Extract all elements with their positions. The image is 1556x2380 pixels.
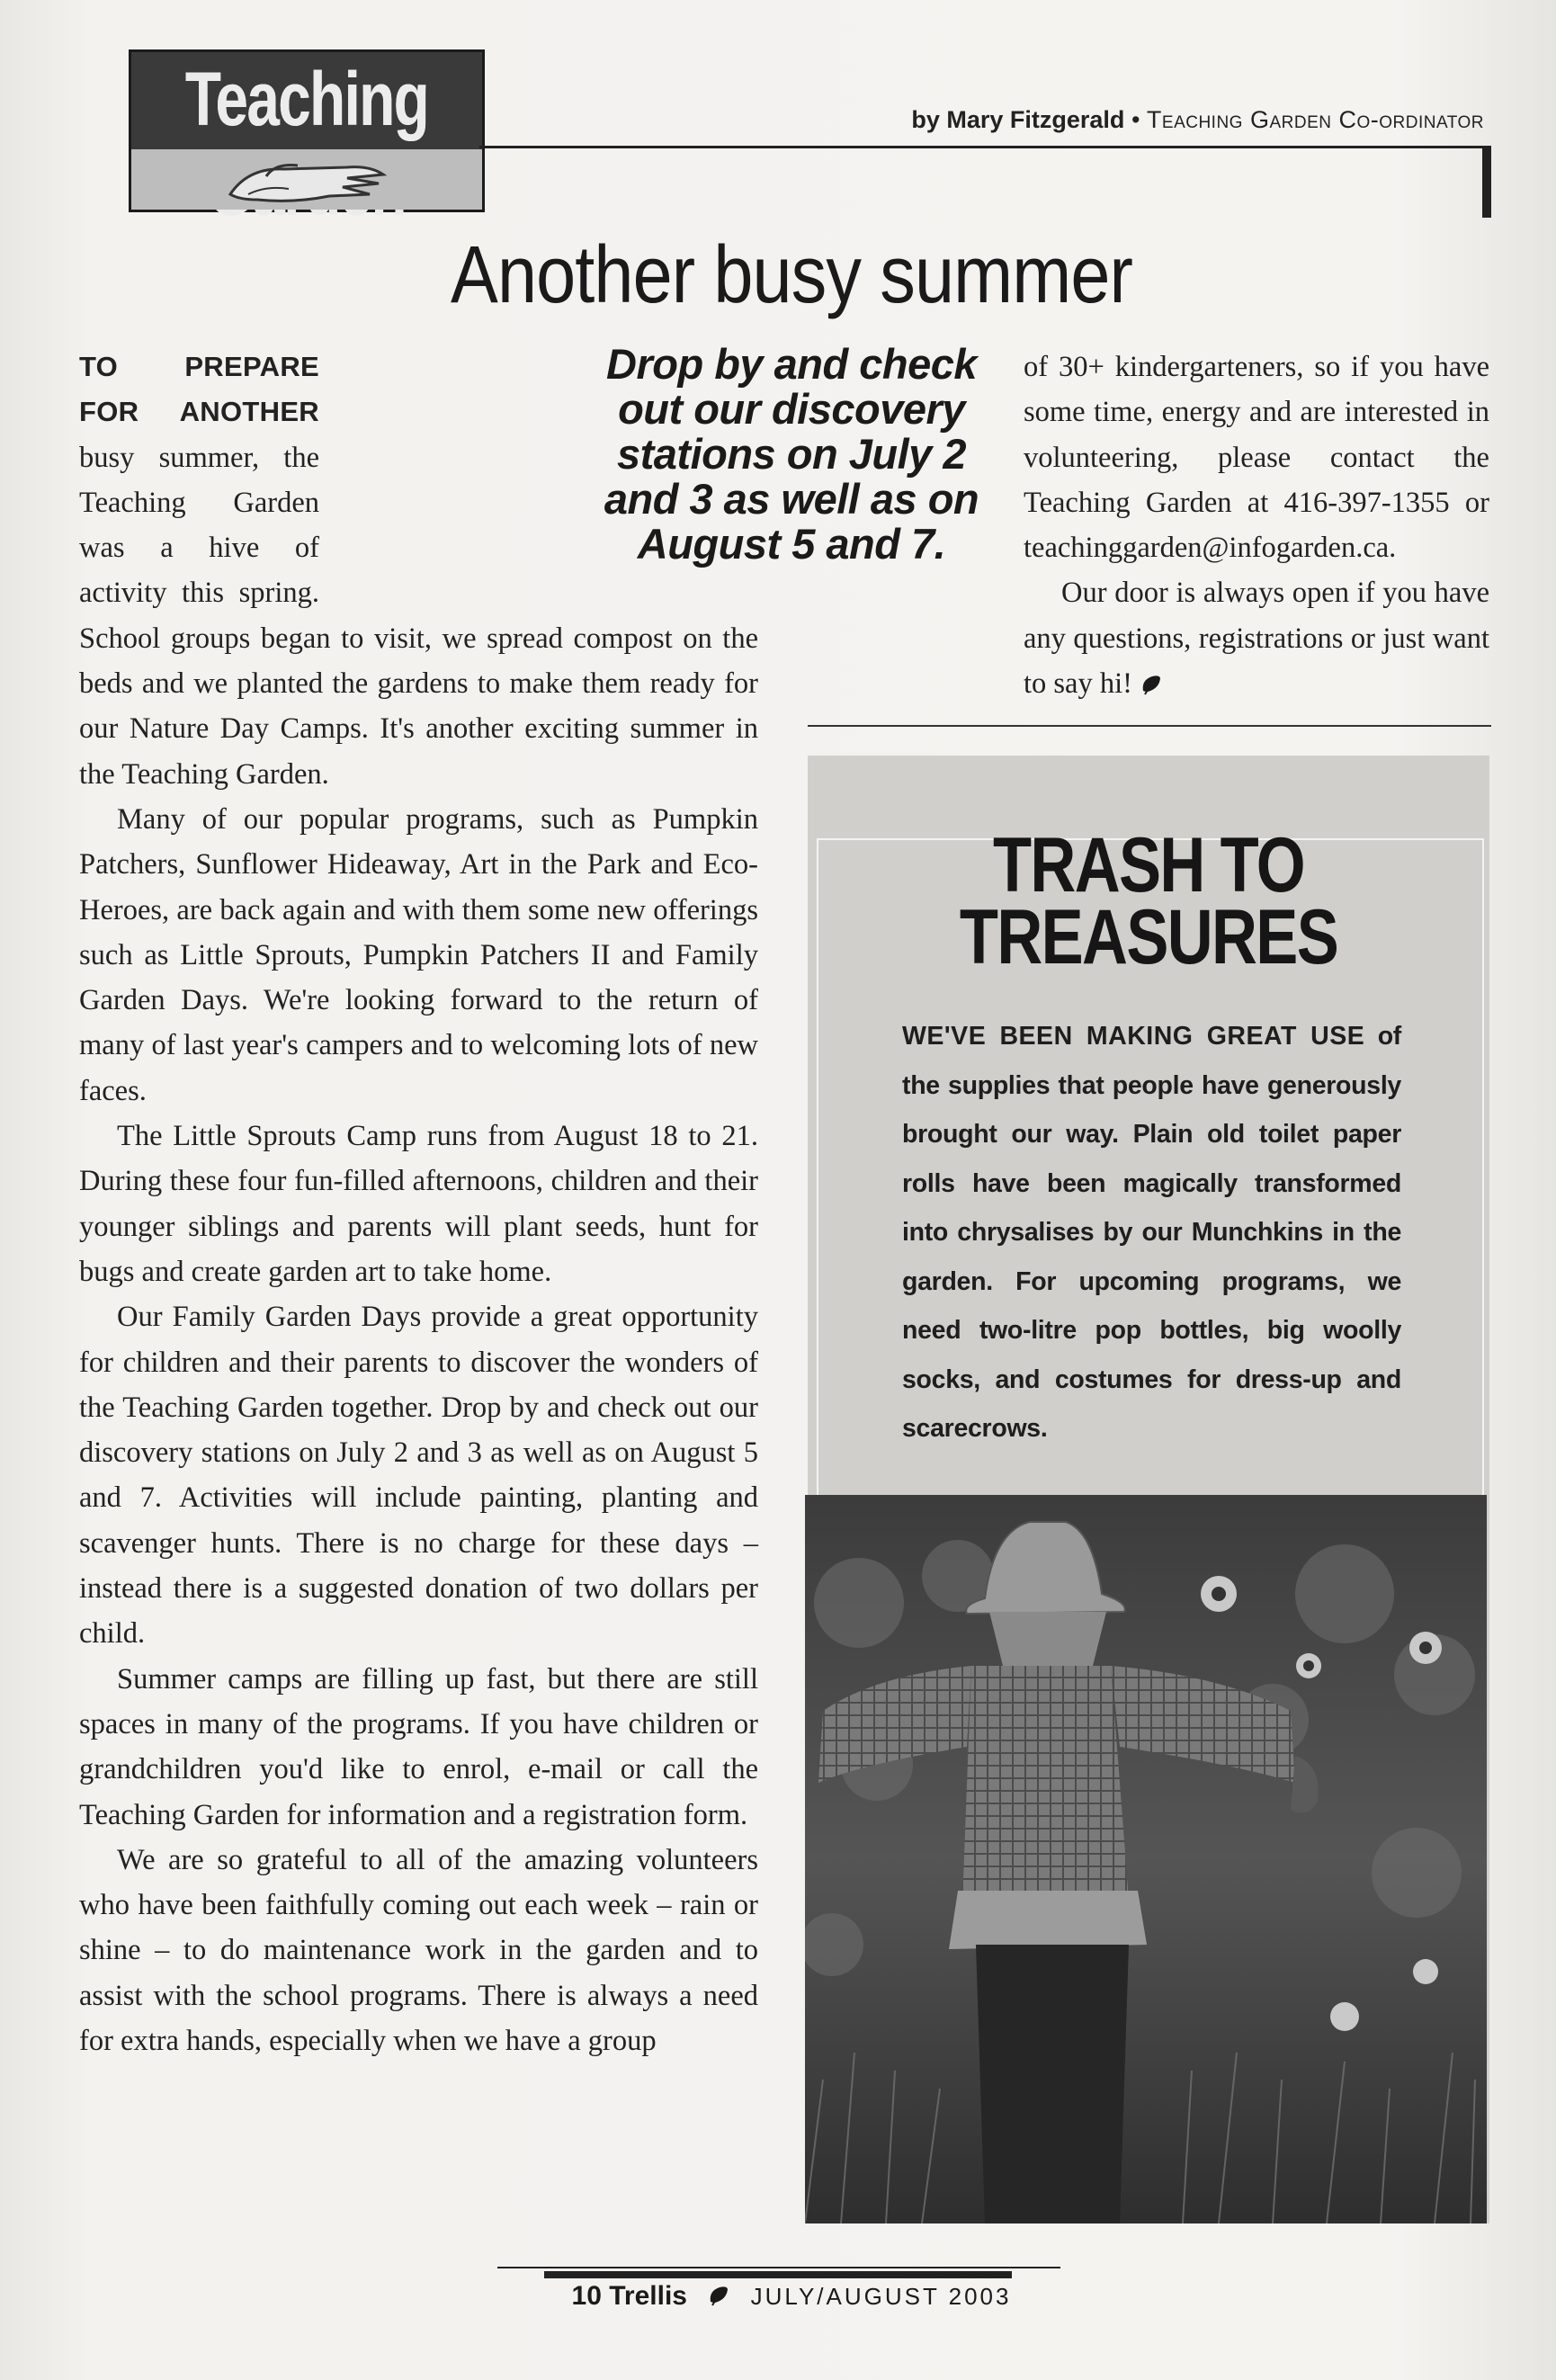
footer-rule [497, 2267, 1060, 2268]
paragraph-5: Summer camps are filling up fast, but there are still spaces in many of the programs. If you have children or grandchildren you'd like to enrol, e-mail or call the Teaching Garden for information and a registration form. [79, 1662, 758, 1831]
footer [540, 2281, 1043, 2312]
byline-role: Teaching Garden Co-ordinator [1146, 106, 1484, 133]
paragraph-2: Many of our popular programs, such as Pumpkin Patchers, Sunflower Hideaway, Art in the Park and Eco-Heroes, are back again and with them some new offerings such as Little Sprouts, Pumpkin Patchers II and Family Garden Days. We're looking forward to the return of many of last year's campers and to welcoming lots of new faces. [79, 802, 758, 1107]
right-paragraph-2 [1024, 570, 1489, 706]
sidebar-body: of the supplies that people have generously brought our way. Plain old toilet paper rolls have been magically transformed into chrysalises by our Munchkins in the garden. For upcoming programs, we need two-litre pop bottles, big woolly socks, and costumes for dress-up and scarecrows. [902, 1022, 1401, 1443]
byline-bullet: • [1131, 106, 1147, 133]
magazine-name: Trellis [609, 2281, 687, 2311]
right-paragraph-2-text: Our door is always open if you have any questions, registrations or just want to say hi! [1024, 577, 1489, 701]
sidebar-text [902, 1012, 1401, 1454]
sidebar-title-line-2: TREASURES [959, 894, 1338, 980]
left-column [79, 344, 758, 2063]
paragraph-1-text: busy summer, the Teaching Garden was a hive of activity this spring. School groups began to visit, we spread compost on the beds and we planted the gardens to make them ready for our Nature Day Camps. It's another exciting summer in the Teaching Garden. [79, 441, 758, 791]
paragraph-6: We are so grateful to all of the amazing volunteers who have been faithfully coming out each week – rain or shine – to do maintenance work in the garden and to assist with the school programs. There is always a need for extra hands, especially when we have a group [79, 1843, 758, 2057]
paragraph-4: Our Family Garden Days provide a great opportunity for children and their parents to discover the wonders of the Teaching Garden together. Drop by and check out our discovery stations on July 2 and 3 as well as on August 5 and 7. Activities will include painting, planting and scavenger hunts. There is no charge for these days – instead there is a suggested donation of two dollars per child. [79, 1301, 758, 1651]
sidebar-lead: WE'VE BEEN MAKING GREAT USE [902, 1022, 1365, 1051]
glove-icon [212, 149, 401, 210]
scarecrow-photo [805, 1495, 1487, 2223]
header-vertical-rule [1482, 146, 1491, 218]
column-rule [808, 725, 1491, 727]
sidebar-title-line-1: TRASH TO [992, 822, 1305, 908]
section-logo-text: Teaching [184, 57, 429, 141]
footer-rule-bold [544, 2271, 1012, 2278]
byline-author: by Mary Fitzgerald [911, 106, 1125, 133]
leaf-icon [1140, 673, 1163, 696]
issue-date: JULY/AUGUST 2003 [750, 2283, 1012, 2310]
header-rule [479, 146, 1491, 148]
article-title: Another busy summer [450, 230, 1132, 320]
pull-quote-space [335, 344, 758, 614]
paragraph-3: The Little Sprouts Camp runs from August 18 to 21. During these four fun-filled afternoons, children and their younger siblings and parents will plant seeds, hunt for bugs and create garden art to take home. [79, 1120, 758, 1288]
leaf-icon [707, 2284, 730, 2307]
right-paragraph-1: of 30+ kindergarteners, so if you have some time, energy and are interested in volunteering, please contact the Teaching Garden at 416-397-1355 or teachinggarden@infogarden.ca. [1024, 351, 1489, 565]
scarecrow-image [805, 1495, 1487, 2223]
sidebar-title [869, 822, 1428, 980]
page-number: 10 [571, 2281, 602, 2311]
byline [911, 106, 1484, 134]
section-logo [129, 49, 485, 212]
lead-in: TO PREPARE FOR ANOTHER [79, 351, 319, 428]
pull-quote: Drop by and check out our discovery stations on July 2 and 3 as well as on August 5 and 7. [604, 340, 979, 568]
right-column [1024, 344, 1489, 706]
